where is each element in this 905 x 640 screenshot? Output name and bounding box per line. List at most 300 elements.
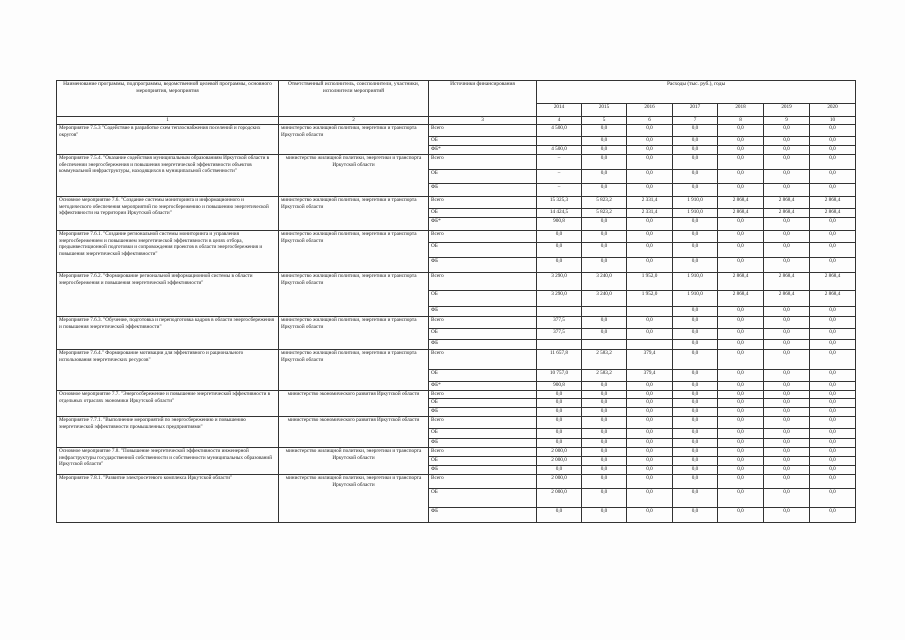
expense-value: 0,0 — [764, 439, 810, 448]
expense-value: 2 583,2 — [582, 370, 627, 382]
responsible-executor: министерство жилищной политики, энергетики и транспорта Иркутской области — [279, 273, 429, 317]
expense-value: 0,0 — [718, 457, 764, 466]
table-row — [57, 417, 856, 429]
activity-name: Мероприятие 7.5.4. "Оказание содействия муниципальным образованиям Иркутской области в обеспечении энергосбережения и повышения энергетической эффективности объектов коммунальной инфраструктуры, находящихся в муниципальной собственности" — [57, 155, 279, 197]
funding-source: Всего — [429, 273, 537, 291]
expense-value: 1 910,0 — [673, 273, 718, 291]
expense-value: 0,0 — [537, 508, 582, 523]
expense-value: 0,0 — [673, 382, 718, 391]
column-index: 8 — [718, 117, 764, 125]
expense-value: 0,0 — [582, 457, 627, 466]
expense-value: 0,0 — [582, 475, 627, 489]
expense-value: 0,0 — [582, 170, 627, 184]
activity-name: Основное мероприятие 7.8. "Повышение энергетической эффективности инженерной инфраструктуры государственной собственности и собственности муниципальных образований Иркутской области" — [57, 448, 279, 475]
responsible-executor: министерство жилищной политики, энергетики и транспорта Иркутской области — [279, 231, 429, 273]
expense-value: 0,0 — [718, 399, 764, 408]
expense-value: 0,0 — [673, 350, 718, 370]
responsible-executor: министерство жилищной политики, энергетики и транспорта Иркутской области — [279, 197, 429, 231]
funding-source: Всего — [429, 391, 537, 399]
expense-value: 0,0 — [764, 448, 810, 457]
funding-source: ОБ — [429, 457, 537, 466]
expense-value: 0,0 — [582, 382, 627, 391]
responsible-executor: министерство экономического развития Иркутской области — [279, 417, 429, 448]
responsible-executor: министерство жилищной политики, энергетики и транспорта Иркутской области — [279, 317, 429, 350]
column-index: 2 — [279, 117, 429, 125]
expense-value: 0,0 — [764, 125, 810, 137]
expense-value: 0,0 — [764, 329, 810, 340]
expense-value: 0,0 — [627, 170, 673, 184]
expense-value: 0,0 — [673, 329, 718, 340]
activity-name: Мероприятие 7.6.4." Формирование мотивации для эффективного и рационального использования энергетических ресурсов" — [57, 350, 279, 391]
expense-value: 0,0 — [718, 340, 764, 350]
header-year: 2020 — [810, 104, 856, 117]
funding-source: Всего — [429, 125, 537, 137]
expense-value: 0,0 — [764, 382, 810, 391]
expense-value: 0,0 — [673, 429, 718, 439]
expense-value: 0,0 — [764, 429, 810, 439]
funding-source: ОБ — [429, 329, 537, 340]
expense-value: 0,0 — [627, 258, 673, 273]
expense-value: 0,0 — [627, 448, 673, 457]
responsible-executor: министерство жилищной политики, энергетики и транспорта Иркутской области — [279, 448, 429, 475]
expense-value: 2 000,0 — [537, 448, 582, 457]
funding-source: Всего — [429, 417, 537, 429]
funding-source: ФБ — [429, 408, 537, 417]
expense-value: 0,0 — [718, 137, 764, 146]
expense-value: 0,0 — [673, 231, 718, 243]
expense-value: 0,0 — [764, 307, 810, 317]
expense-value: 0,0 — [718, 417, 764, 429]
expense-value: 2 000,0 — [537, 457, 582, 466]
expense-value: 0,0 — [582, 439, 627, 448]
activity-name: Мероприятие 7.6.3. "Обучение, подготовка и переподготовка кадров в области энергосбережения и повышения энергетической эффективности" — [57, 317, 279, 350]
expense-value: 379,4 — [627, 350, 673, 370]
table-row — [57, 125, 856, 137]
funding-source: ОБ — [429, 489, 537, 508]
funding-source: Всего — [429, 155, 537, 170]
expense-value: 0,0 — [673, 508, 718, 523]
expense-value: 0,0 — [764, 317, 810, 329]
expense-value: 0,0 — [673, 218, 718, 231]
expense-value: 379,4 — [627, 370, 673, 382]
expense-value: 0,0 — [718, 329, 764, 340]
funding-source: ОБ — [429, 399, 537, 408]
expense-value: 1 910,0 — [673, 291, 718, 307]
expense-value: 900,8 — [537, 382, 582, 391]
expense-value: 0,0 — [673, 243, 718, 258]
expense-value: 0,0 — [810, 170, 856, 184]
expense-value: 0,0 — [673, 489, 718, 508]
expense-value: 3 290,0 — [537, 291, 582, 307]
expense-value: 0,0 — [582, 231, 627, 243]
expense-value: 0,0 — [718, 439, 764, 448]
expense-value: 0,0 — [764, 417, 810, 429]
expense-value: 2 868,4 — [764, 291, 810, 307]
expense-value: 0,0 — [810, 307, 856, 317]
activity-name: Мероприятие 7.8.1. "Развитие электросетевого комплекса Иркутской области" — [57, 475, 279, 523]
expense-value: 0,0 — [582, 448, 627, 457]
funding-source: ФБ — [429, 508, 537, 523]
table-row — [57, 317, 856, 329]
expense-value: 0,0 — [764, 184, 810, 197]
expense-value: 0,0 — [537, 258, 582, 273]
funding-source: ФБ — [429, 258, 537, 273]
expense-value: 0,0 — [764, 170, 810, 184]
activity-name: Мероприятие 7.6.1. "Создание региональной системы мониторинга и управления энергосбережением и повышением энергетической эффективности в целях отбора, предынвестиционной подготовки и сопровождения проектов в области энергосбережения и повышения энергетической эффективности" — [57, 231, 279, 273]
expense-value: 0,0 — [537, 429, 582, 439]
column-index: 5 — [582, 117, 627, 125]
funding-source: ОБ — [429, 429, 537, 439]
expense-value: 0,0 — [627, 439, 673, 448]
expense-value: 2 000,0 — [537, 475, 582, 489]
expense-value: 2 868,4 — [718, 209, 764, 218]
table-row — [57, 197, 856, 209]
table-row — [57, 475, 856, 489]
table-row — [57, 231, 856, 243]
expense-value: 0,0 — [718, 489, 764, 508]
expense-value: 0,0 — [810, 155, 856, 170]
expense-value: 0,0 — [718, 370, 764, 382]
expense-value: 0,0 — [718, 448, 764, 457]
expense-value: 0,0 — [810, 340, 856, 350]
expense-value: 0,0 — [810, 429, 856, 439]
expense-value: 377,5 — [537, 329, 582, 340]
expense-value: 0,0 — [718, 391, 764, 399]
expense-value: 11 657,8 — [537, 350, 582, 370]
expense-value: 0,0 — [810, 218, 856, 231]
expense-value: 377,5 — [537, 317, 582, 329]
expense-value: 0,0 — [627, 137, 673, 146]
expense-value: 0,0 — [810, 448, 856, 457]
expense-value: 0,0 — [810, 125, 856, 137]
expense-value: 0,0 — [582, 329, 627, 340]
expense-value: 0,0 — [582, 184, 627, 197]
activity-name: Мероприятие 7.6.2. "Формирование региональной информационной системы в области энергосбережения и повышения энергетической эффективности" — [57, 273, 279, 317]
expense-value: 4 500,0 — [537, 146, 582, 155]
expense-value: 0,0 — [673, 125, 718, 137]
expense-value: 0,0 — [764, 475, 810, 489]
expense-value: 0,0 — [627, 155, 673, 170]
expense-value: 0,0 — [673, 146, 718, 155]
header-year: 2016 — [627, 104, 673, 117]
expense-value: 0,0 — [673, 258, 718, 273]
expense-value: 0,0 — [582, 391, 627, 399]
expense-value: 0,0 — [673, 137, 718, 146]
expense-value: 0,0 — [627, 475, 673, 489]
expense-value — [627, 307, 673, 317]
expense-value: 0,0 — [627, 508, 673, 523]
expense-value: 1 910,0 — [673, 209, 718, 218]
expense-value: 0,0 — [810, 489, 856, 508]
expense-value: 0,0 — [810, 329, 856, 340]
expense-value: 1 952,0 — [627, 273, 673, 291]
expense-value: 0,0 — [718, 466, 764, 475]
expense-value: 0,0 — [764, 231, 810, 243]
funding-source: ФБ* — [429, 146, 537, 155]
expense-value: 0,0 — [627, 231, 673, 243]
expense-value: 900,8 — [537, 218, 582, 231]
column-index: 6 — [627, 117, 673, 125]
funding-source: ФБ — [429, 466, 537, 475]
expense-value: 0,0 — [718, 307, 764, 317]
expense-value: 0,0 — [627, 466, 673, 475]
expense-value: 0,0 — [764, 489, 810, 508]
expense-value: – — [537, 155, 582, 170]
expense-value: 0,0 — [764, 350, 810, 370]
expense-value: 0,0 — [718, 218, 764, 231]
funding-source: Всего — [429, 350, 537, 370]
expense-value: 1 910,0 — [673, 197, 718, 209]
expense-value: 0,0 — [673, 448, 718, 457]
activity-name: Мероприятие 7.7.1. "Выполнение мероприятий по энергосбережению и повышению энергетической эффективности промышленных предприятиями" — [57, 417, 279, 448]
table-row — [57, 155, 856, 170]
expense-value: 0,0 — [582, 218, 627, 231]
expense-value: 2 331,4 — [627, 209, 673, 218]
expense-value: 2 868,4 — [810, 273, 856, 291]
expense-value: 0,0 — [764, 408, 810, 417]
expense-value: 2 868,4 — [810, 197, 856, 209]
expense-value: 0,0 — [627, 429, 673, 439]
expense-value: 0,0 — [718, 155, 764, 170]
expense-value: 2 868,4 — [810, 291, 856, 307]
expense-value: 0,0 — [673, 307, 718, 317]
expense-value: 0,0 — [582, 243, 627, 258]
expense-value: 0,0 — [582, 317, 627, 329]
expense-value: 0,0 — [673, 408, 718, 417]
funding-source: Всего — [429, 475, 537, 489]
expense-value: 2 868,4 — [764, 197, 810, 209]
budget-table — [56, 80, 856, 523]
expense-value: 0,0 — [718, 317, 764, 329]
activity-name: Мероприятие 7.5.3 "Содействие в разработке схем теплоснабжения поселений и городских округов" — [57, 125, 279, 155]
expense-value: 0,0 — [718, 243, 764, 258]
expense-value: 0,0 — [810, 399, 856, 408]
funding-source: Всего — [429, 231, 537, 243]
expense-value: 0,0 — [673, 466, 718, 475]
expense-value: 0,0 — [673, 475, 718, 489]
expense-value: 0,0 — [718, 382, 764, 391]
expense-value — [582, 307, 627, 317]
expense-value: 2 868,4 — [764, 209, 810, 218]
expense-value: 0,0 — [764, 466, 810, 475]
expense-value: 0,0 — [764, 155, 810, 170]
expense-value: 0,0 — [764, 391, 810, 399]
expense-value: 0,0 — [627, 399, 673, 408]
column-index: 3 — [429, 117, 537, 125]
expense-value: 1 952,0 — [627, 291, 673, 307]
expense-value: 0,0 — [537, 399, 582, 408]
expense-value — [627, 340, 673, 350]
funding-source: ОБ — [429, 209, 537, 218]
expense-value: 0,0 — [764, 243, 810, 258]
funding-source: ОБ — [429, 170, 537, 184]
header-year: 2015 — [582, 104, 627, 117]
expense-value: 0,0 — [537, 391, 582, 399]
expense-value: 0,0 — [627, 408, 673, 417]
funding-source: ФБ — [429, 340, 537, 350]
expense-value: 2 868,4 — [718, 197, 764, 209]
expense-value — [537, 307, 582, 317]
expense-value: 0,0 — [764, 508, 810, 523]
expense-value: – — [537, 184, 582, 197]
table-row — [57, 273, 856, 291]
column-index: 10 — [810, 117, 856, 125]
header-name: Наименование программы, подпрограммы, ведомственной целевой программы, основного мероприятия, мероприятия — [57, 81, 279, 117]
expense-value: 0,0 — [582, 399, 627, 408]
expense-value: 0,0 — [810, 370, 856, 382]
expense-value: 10 757,0 — [537, 370, 582, 382]
expense-value: 2 868,4 — [810, 209, 856, 218]
column-index: 9 — [764, 117, 810, 125]
expense-value: 2 868,4 — [718, 273, 764, 291]
funding-source: ФБ — [429, 307, 537, 317]
expense-value: 0,0 — [718, 508, 764, 523]
expense-value: 0,0 — [718, 125, 764, 137]
funding-source: Всего — [429, 448, 537, 457]
header-year: 2017 — [673, 104, 718, 117]
expense-value: 3 240,0 — [582, 273, 627, 291]
expense-value: 0,0 — [718, 475, 764, 489]
expense-value: 4 500,0 — [537, 125, 582, 137]
expense-value: 2 000,0 — [537, 489, 582, 508]
expense-value: 0,0 — [764, 340, 810, 350]
expense-value: 0,0 — [810, 457, 856, 466]
expense-value: 0,0 — [582, 508, 627, 523]
header-year: 2019 — [764, 104, 810, 117]
expense-value: 0,0 — [627, 243, 673, 258]
funding-source: ОБ — [429, 137, 537, 146]
expense-value: 0,0 — [627, 218, 673, 231]
expense-value: 0,0 — [537, 466, 582, 475]
expense-value: 0,0 — [673, 340, 718, 350]
expense-value: 0,0 — [810, 391, 856, 399]
column-index: 1 — [57, 117, 279, 125]
responsible-executor: министерство экономического развития Иркутской области — [279, 391, 429, 417]
expense-value: 2 583,2 — [582, 350, 627, 370]
table-row — [57, 391, 856, 399]
expense-value: 0,0 — [582, 429, 627, 439]
expense-value: 0,0 — [582, 466, 627, 475]
expense-value: 0,0 — [627, 329, 673, 340]
header-year: 2018 — [718, 104, 764, 117]
expense-value: 0,0 — [673, 155, 718, 170]
expense-value: 0,0 — [764, 146, 810, 155]
expense-value: 0,0 — [764, 218, 810, 231]
expense-value: 0,0 — [764, 457, 810, 466]
expense-value: 0,0 — [718, 231, 764, 243]
expense-value: 0,0 — [627, 146, 673, 155]
activity-name: Основное мероприятие 7.6. "Создание системы мониторинга и информационного и методического обеспечения мероприятий по энергосбережению и повышению энергетической эффективности на территории Иркутской области" — [57, 197, 279, 231]
expense-value: 0,0 — [810, 231, 856, 243]
expense-value: 0,0 — [582, 408, 627, 417]
header-expenses: Расходы (тыс. руб.), годы — [537, 81, 856, 104]
expense-value: 0,0 — [582, 125, 627, 137]
expense-value — [537, 340, 582, 350]
expense-value: 0,0 — [582, 155, 627, 170]
expense-value: 0,0 — [673, 439, 718, 448]
expense-value: 3 240,0 — [582, 291, 627, 307]
expense-value: 0,0 — [582, 258, 627, 273]
expense-value: 0,0 — [673, 370, 718, 382]
expense-value: 0,0 — [537, 231, 582, 243]
header-year: 2014 — [537, 104, 582, 117]
table-row — [57, 350, 856, 370]
expense-value: 0,0 — [627, 489, 673, 508]
expense-value: 0,0 — [582, 137, 627, 146]
expense-value: 0,0 — [810, 317, 856, 329]
expense-value: 0,0 — [718, 350, 764, 370]
expense-value: 5 823,2 — [582, 197, 627, 209]
funding-source: ФБ — [429, 184, 537, 197]
expense-value: 0,0 — [810, 466, 856, 475]
expense-value: 0,0 — [673, 417, 718, 429]
expense-value: 14 424,5 — [537, 209, 582, 218]
funding-source: ФБ* — [429, 218, 537, 231]
expense-value: 0,0 — [627, 184, 673, 197]
expense-value: 0,0 — [810, 382, 856, 391]
funding-source: ОБ — [429, 291, 537, 307]
funding-source: ФБ — [429, 439, 537, 448]
table-row — [57, 448, 856, 457]
funding-source: ОБ — [429, 243, 537, 258]
header-source: Источники финансирования — [429, 81, 537, 117]
expense-value: 0,0 — [537, 243, 582, 258]
expense-value: 0,0 — [810, 350, 856, 370]
expense-value: 0,0 — [810, 417, 856, 429]
table-header — [57, 81, 856, 125]
expense-value: 0,0 — [764, 258, 810, 273]
expense-value: 0,0 — [627, 417, 673, 429]
expense-value: 2 868,4 — [764, 273, 810, 291]
expense-value: 5 823,2 — [582, 209, 627, 218]
responsible-executor: министерство жилищной политики, энергетики и транспорта Иркутской области — [279, 155, 429, 197]
expense-value: 0,0 — [627, 382, 673, 391]
expense-value: 15 325,3 — [537, 197, 582, 209]
expense-value: 0,0 — [673, 184, 718, 197]
expense-value: 0,0 — [627, 317, 673, 329]
expense-value: 0,0 — [582, 489, 627, 508]
expense-value: 0,0 — [718, 146, 764, 155]
expense-value: 0,0 — [810, 146, 856, 155]
expense-value: 0,0 — [582, 146, 627, 155]
expense-value: 3 290,0 — [537, 273, 582, 291]
expense-value: 0,0 — [627, 391, 673, 399]
expense-value: 0,0 — [810, 258, 856, 273]
expense-value: 0,0 — [673, 391, 718, 399]
activity-name: Основное мероприятие 7.7. "Энергосбережение и повышение энергетической эффективности в отдельных отраслях экономики Иркутской области" — [57, 391, 279, 417]
expense-value: 0,0 — [537, 439, 582, 448]
expense-value: 0,0 — [718, 258, 764, 273]
expense-value: 0,0 — [627, 457, 673, 466]
expense-value: 0,0 — [718, 429, 764, 439]
expense-value: 0,0 — [810, 508, 856, 523]
expense-value — [537, 137, 582, 146]
expense-value: 0,0 — [537, 417, 582, 429]
expense-value — [582, 340, 627, 350]
expense-value: 0,0 — [582, 417, 627, 429]
expense-value: 0,0 — [718, 184, 764, 197]
expense-value: 2 868,4 — [718, 291, 764, 307]
funding-source: ОБ — [429, 370, 537, 382]
expense-value: 0,0 — [810, 475, 856, 489]
expense-value: 0,0 — [718, 170, 764, 184]
expense-value: 0,0 — [810, 184, 856, 197]
responsible-executor: министерство жилищной политики, энергетики и транспорта Иркутской области — [279, 125, 429, 155]
table-body — [57, 125, 856, 523]
responsible-executor: министерство жилищной политики, энергетики и транспорта Иркутской области — [279, 475, 429, 523]
expense-value: 0,0 — [673, 170, 718, 184]
column-index: 4 — [537, 117, 582, 125]
